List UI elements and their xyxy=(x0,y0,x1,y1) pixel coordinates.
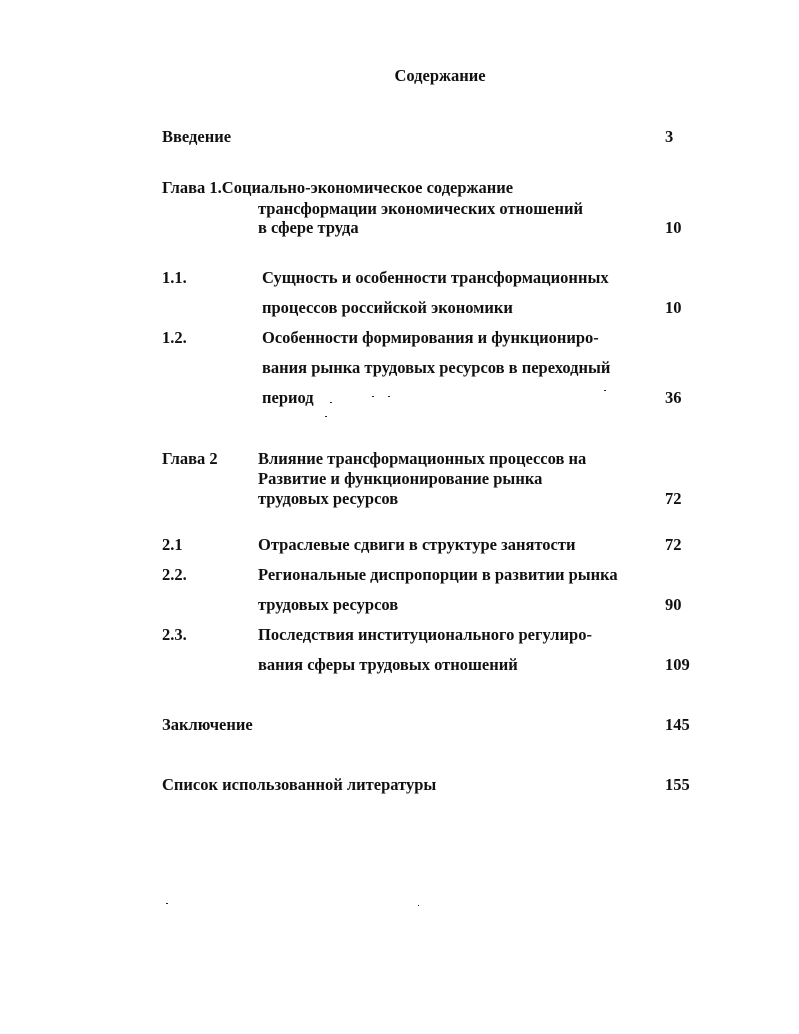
scan-speck xyxy=(604,390,606,391)
toc-chapter-2-line-1: Влияние трансформационных процессов на xyxy=(258,449,587,468)
toc-section-1-1-page: 10 xyxy=(665,298,682,317)
toc-section-1-1-line-2: процессов российской экономики xyxy=(262,298,513,317)
scan-speck xyxy=(330,402,332,403)
toc-section-1-2-line-3: период xyxy=(262,388,314,407)
scan-speck xyxy=(372,396,374,397)
toc-chapter-1-page: 10 xyxy=(665,218,682,237)
page-title: Содержание xyxy=(394,66,486,85)
toc-chapter-1-line-1: Глава 1.Социально-экономическое содержание xyxy=(162,178,514,197)
toc-section-2-3-line-2: вания сферы трудовых отношений xyxy=(258,655,518,674)
toc-section-2-1-line-1: Отраслевые сдвиги в структуре занятости xyxy=(258,535,576,554)
toc-conclusion-label: Заключение xyxy=(162,715,253,734)
toc-section-2-2-line-2: трудовых ресурсов xyxy=(258,595,399,614)
scan-speck xyxy=(166,903,168,904)
toc-chapter-2-line-3: трудовых ресурсов xyxy=(258,489,399,508)
toc-chapter-2-page: 72 xyxy=(665,489,682,508)
toc-chapter-1-line-3: в сфере труда xyxy=(258,218,359,237)
toc-section-2-3-page: 109 xyxy=(665,655,690,674)
scan-speck xyxy=(325,416,327,417)
toc-intro-label: Введение xyxy=(162,127,232,146)
toc-intro-page: 3 xyxy=(665,127,674,146)
toc-references-label: Список использованной литературы xyxy=(162,775,437,794)
scan-speck xyxy=(388,396,390,397)
toc-section-2-3-line-1: Последствия институционального регулиро- xyxy=(258,625,592,644)
toc-section-2-2-line-1: Региональные диспропорции в развитии рынка xyxy=(258,565,618,584)
toc-section-1-1-line-1: Сущность и особенности трансформационных xyxy=(262,268,609,287)
toc-section-1-2-page: 36 xyxy=(665,388,682,407)
scan-speck xyxy=(418,905,419,906)
toc-section-2-2-page: 90 xyxy=(665,595,682,614)
toc-section-2-1-number: 2.1 xyxy=(162,535,183,554)
toc-section-2-2-number: 2.2. xyxy=(162,565,187,584)
toc-section-2-1-page: 72 xyxy=(665,535,682,554)
toc-chapter-2-line-2: Развитие и функционирование рынка xyxy=(258,469,543,488)
toc-references-page: 155 xyxy=(665,775,690,794)
toc-chapter-2-number: Глава 2 xyxy=(162,449,218,468)
toc-chapter-1-line-2: трансформации экономических отношений xyxy=(258,199,584,218)
toc-section-2-3-number: 2.3. xyxy=(162,625,187,644)
toc-section-1-2-line-1: Особенности формирования и функциониро- xyxy=(262,328,599,347)
toc-section-1-2-line-2: вания рынка трудовых ресурсов в переходный xyxy=(262,358,611,377)
toc-section-1-1-number: 1.1. xyxy=(162,268,187,287)
toc-section-1-2-number: 1.2. xyxy=(162,328,187,347)
toc-conclusion-page: 145 xyxy=(665,715,690,734)
